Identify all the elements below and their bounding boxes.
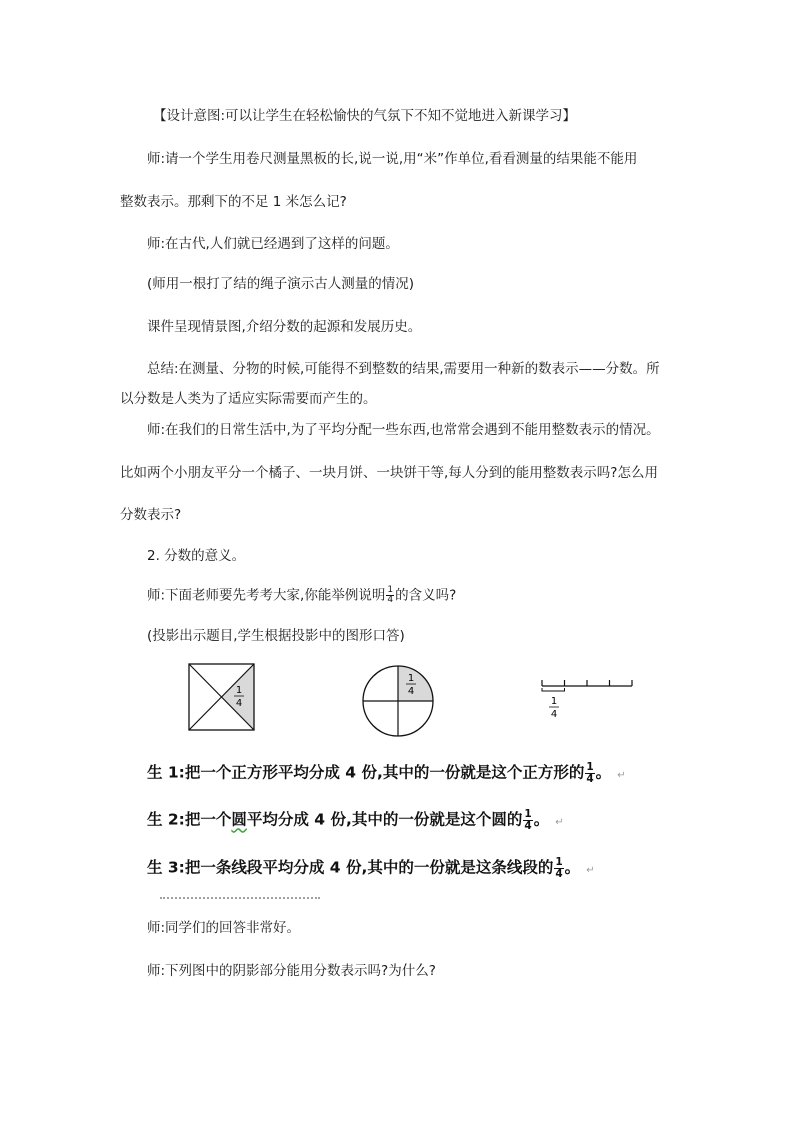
fraction-one-quarter: $\frac{1}{4}$ xyxy=(387,585,394,605)
teacher-ancient: 师:在古代,人们就已经遇到了这样的问题。 xyxy=(147,236,399,252)
question-text-after: 的含义吗? xyxy=(395,587,457,604)
student-1-answer: 生 1:把一个正方形平均分成 4 份,其中的一份就是这个正方形的 $\frac{1}{4}$ 。 ↵ xyxy=(147,761,626,785)
teacher-measure-line1: 师:请一个学生用卷尺测量黑板的长,说一说,用“米”作单位,看看测量的结果能不能用 xyxy=(147,151,638,167)
daily-life-line3: 分数表示? xyxy=(120,507,182,523)
fraction-one-quarter: $\frac{1}{4}$ xyxy=(524,808,532,832)
segment-quarter-figure xyxy=(536,676,636,722)
square-label-den: 4 xyxy=(235,698,243,709)
segment-label-den: 4 xyxy=(550,709,558,720)
summary-line2: 以分数是人类为了适应实际需要而产生的。 xyxy=(120,391,377,407)
return-mark: ↵ xyxy=(617,769,626,781)
projection-note: (投影出示题目,学生根据投影中的图形口答) xyxy=(147,628,405,644)
square-quarter-figure xyxy=(188,663,256,731)
summary-line1: 总结:在测量、分物的时候,可能得不到整数的结果,需要用一种新的数表示——分数。所 xyxy=(147,361,660,377)
daily-life-line2: 比如两个小朋友平分一个橘子、一块月饼、一块饼干等,每人分到的能用整数表示吗?怎么用 xyxy=(120,465,658,481)
section-heading: 2. 分数的意义。 xyxy=(147,548,246,564)
segment-label-num: 1 xyxy=(550,696,558,707)
design-intent: 【设计意图:可以让学生在轻松愉快的气氛下不知不觉地进入新课学习】 xyxy=(153,108,577,124)
fraction-one-quarter: $\frac{1}{4}$ xyxy=(586,761,594,785)
circle-label-num: 1 xyxy=(407,673,415,684)
segment-brace xyxy=(542,688,565,691)
teacher-measure-line2: 整数表示。那剩下的不足 1 米怎么记? xyxy=(120,194,347,210)
daily-life-line1: 师:在我们的日常生活中,为了平均分配一些东西,也常常会遇到不能用整数表示的情况。 xyxy=(147,422,660,438)
spellcheck-word: 圆 xyxy=(231,810,247,829)
question-text-before: 师:下面老师要先考考大家,你能举例说明 xyxy=(147,587,386,604)
student-2-answer: 生 2:把一个圆平均分成 4 份,其中的一份就是这个圆的 $\frac{1}{4}$ 。 ↵ xyxy=(147,808,564,832)
square-shaded-quarter xyxy=(222,664,255,730)
teacher-question xyxy=(147,586,456,605)
return-mark: ↵ xyxy=(586,864,595,876)
clipped-line-remnant xyxy=(160,897,320,901)
return-mark: ↵ xyxy=(555,816,564,828)
circle-label-den: 4 xyxy=(407,686,415,697)
circle-quarter-figure xyxy=(361,664,435,738)
teacher-next-question: 师:下列图中的阴影部分能用分数表示吗?为什么? xyxy=(147,963,436,979)
teacher-praise: 师:同学们的回答非常好。 xyxy=(147,920,301,936)
student-3-answer: 生 3:把一条线段平均分成 4 份,其中的一份就是这条线段的 $\frac{1}{4}$ 。 ↵ xyxy=(147,856,595,880)
courseware-note: 课件呈现情景图,介绍分数的起源和发展历史。 xyxy=(147,319,422,335)
rope-demo-note: (师用一根打了结的绳子演示古人测量的情况) xyxy=(147,276,415,292)
fraction-one-quarter: $\frac{1}{4}$ xyxy=(555,856,563,880)
square-label-num: 1 xyxy=(235,685,243,696)
